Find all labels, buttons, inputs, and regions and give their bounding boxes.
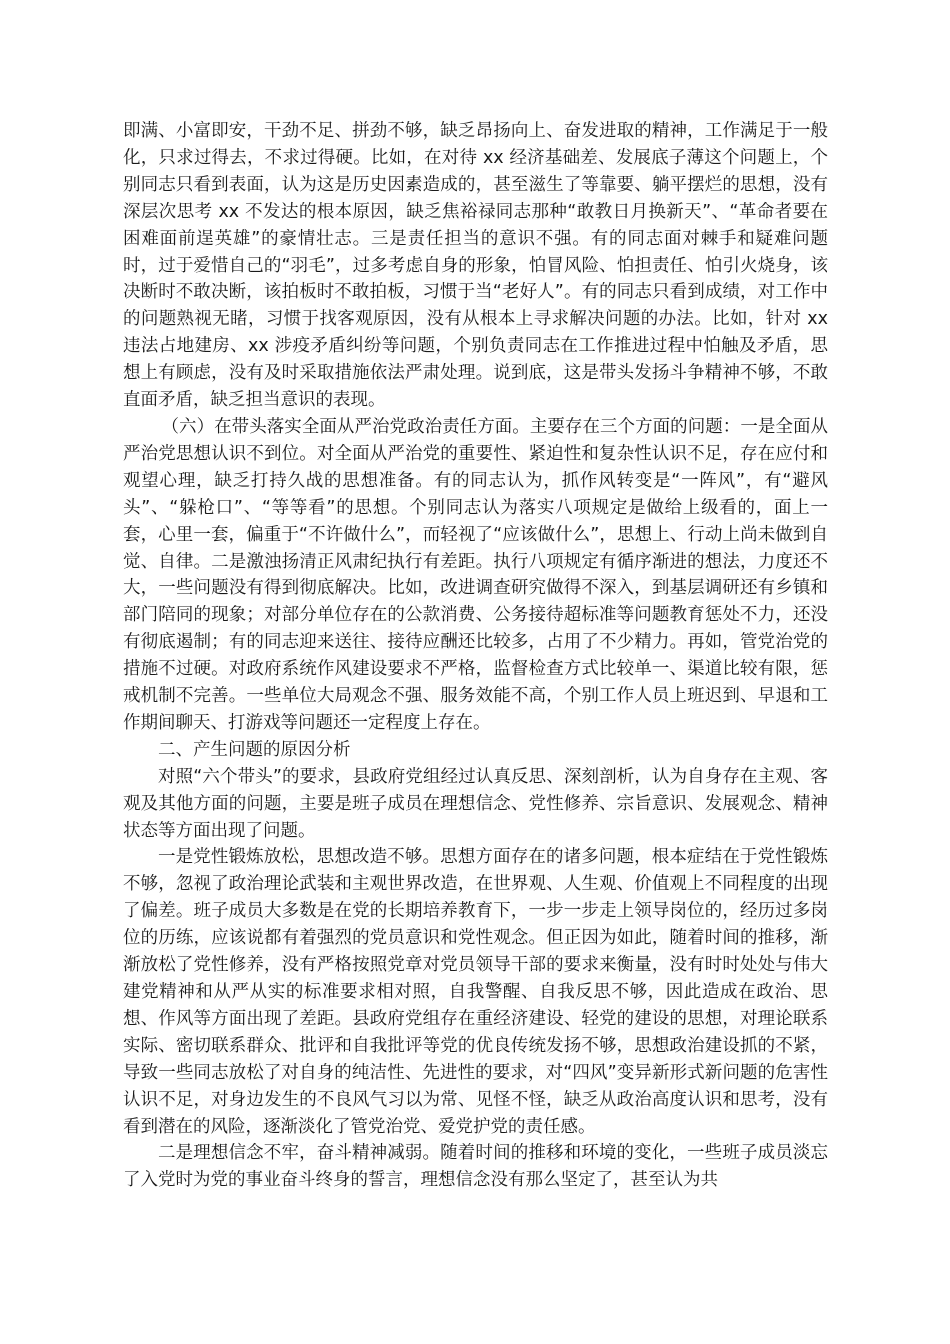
paragraph-party-spirit: 一是党性锻炼放松，思想改造不够。思想方面存在的诸多问题，根本症结在于党性锻炼不够，忽视了政治理论武装和主观世界改造，在世界观、人生观、价值观上不同程度的出现了偏差。班子成员大多数是在党的长期培养教育下，一步一步走上领导岗位的，经历过多岗位的历练，应该说都有着强烈的党员意识和党性观念。但正因为如此，随着时间的推移，渐渐放松了党性修养，没有严格按照党章对党员领导干部的要求来衡量，没有时时处处与伟大建党精神和从严从实的标准要求相对照，自我警醒、自我反思不够，因此造成在政治、思想、作风等方面出现了差距。县政府党组存在重经济建设、轻党的建设的思想，对理论联系实际、密切联系群众、批评和自我批评等党的优良传统发扬不够，思想政治建设抓的不紧，导致一些同志放松了对自身的纯洁性、先进性的要求，对“四风”变异新形式新问题的危害性认识不足，对身边发生的不良风气习以为常、见怪不怪，缺乏从政治高度认识和思考，没有看到潜在的风险，逐渐淡化了管党治党、爱党护党的责任感。 [123,847,828,1137]
paragraph-ideals-beliefs: 二是理想信念不牢，奋斗精神减弱。随着时间的推移和环境的变化，一些班子成员淡忘了入党时为党的事业奋斗终身的誓言，理想信念没有那么坚定了，甚至认为共 [123,1143,828,1191]
paragraph-responsibility: 即满、小富即安，干劲不足、拼劲不够，缺乏昂扬向上、奋发进取的精神，工作满足于一般化，只求过得去，不求过得硬。比如，在对待 xx 经济基础差、发展底子薄这个问题上，个别同志只看到表面，认为这是历史因素造成的，甚至滋生了等靠要、躺平摆烂的思想，没有深层次思考 xx 不发达的根本原因，缺乏焦裕禄同志那种“敢教日月换新天”、“革命者要在困难面前逞英雄”的豪情壮志。三是责任担当的意识不强。有的同志面对棘手和疑难问题时，过于爱惜自己的“羽毛”，过多考虑自身的形象，怕冒风险、怕担责任、怕引火烧身，该决断时不敢决断，该拍板时不敢拍板，习惯于当“老好人”。有的同志只看到成绩，对工作中的问题熟视无睹，习惯于找客观原因，没有从根本上寻求解决问题的办法。比如，针对 xx 违法占地建房、xx 涉疫矛盾纠纷等问题，个别负责同志在工作推进过程中怕触及矛盾，思想上有顾虑，没有及时采取措施依法严肃处理。说到底，这是带头发扬斗争精神不够，不敢直面矛盾，缺乏担当意识的表现。 [123,121,828,411]
paragraph-party-governance: （六）在带头落实全面从严治党政治责任方面。主要存在三个方面的问题：一是全面从严治党思想认识不到位。对全面从严治党的重要性、紧迫性和复杂性认识不足，存在应付和观望心理，缺乏打持久战的思想准备。有的同志认为，抓作风转变是“一阵风”，有“避风头”、“躲枪口”、“等等看”的思想。个别同志认为落实八项规定是做给上级看的，面上一套，心里一套，偏重于“不许做什么”，而轻视了“应该做什么”，思想上、行动上尚未做到自觉、自律。二是激浊扬清正风肃纪执行有差距。执行八项规定有循序渐进的想法，力度还不大，一些问题没有得到彻底解决。比如，改进调查研究做得不深入，到基层调研还有乡镇和部门陪同的现象；对部分单位存在的公款消费、公务接待超标准等问题教育惩处不力，还没有彻底遏制；有的同志迎来送往、接待应酬还比较多，占用了不少精力。再如，管党治党的措施不过硬。对政府系统作风建设要求不严格，监督检查方式比较单一、渠道比较有限，惩戒机制不完善。一些单位大局观念不强、服务效能不高，个别工作人员上班迟到、早退和工作期间聊天、打游戏等问题还一定程度上存在。 [123,416,828,733]
section-heading-cause-analysis: 二、产生问题的原因分析 [158,739,351,760]
document-body [123,118,828,1194]
paragraph-introduction: 对照“六个带头”的要求，县政府党组经过认真反思、深刻剖析，认为自身存在主观、客观及其他方面的问题，主要是班子成员在理想信念、党性修养、宗旨意识、发展观念、精神状态等方面出现了问题。 [123,766,828,841]
